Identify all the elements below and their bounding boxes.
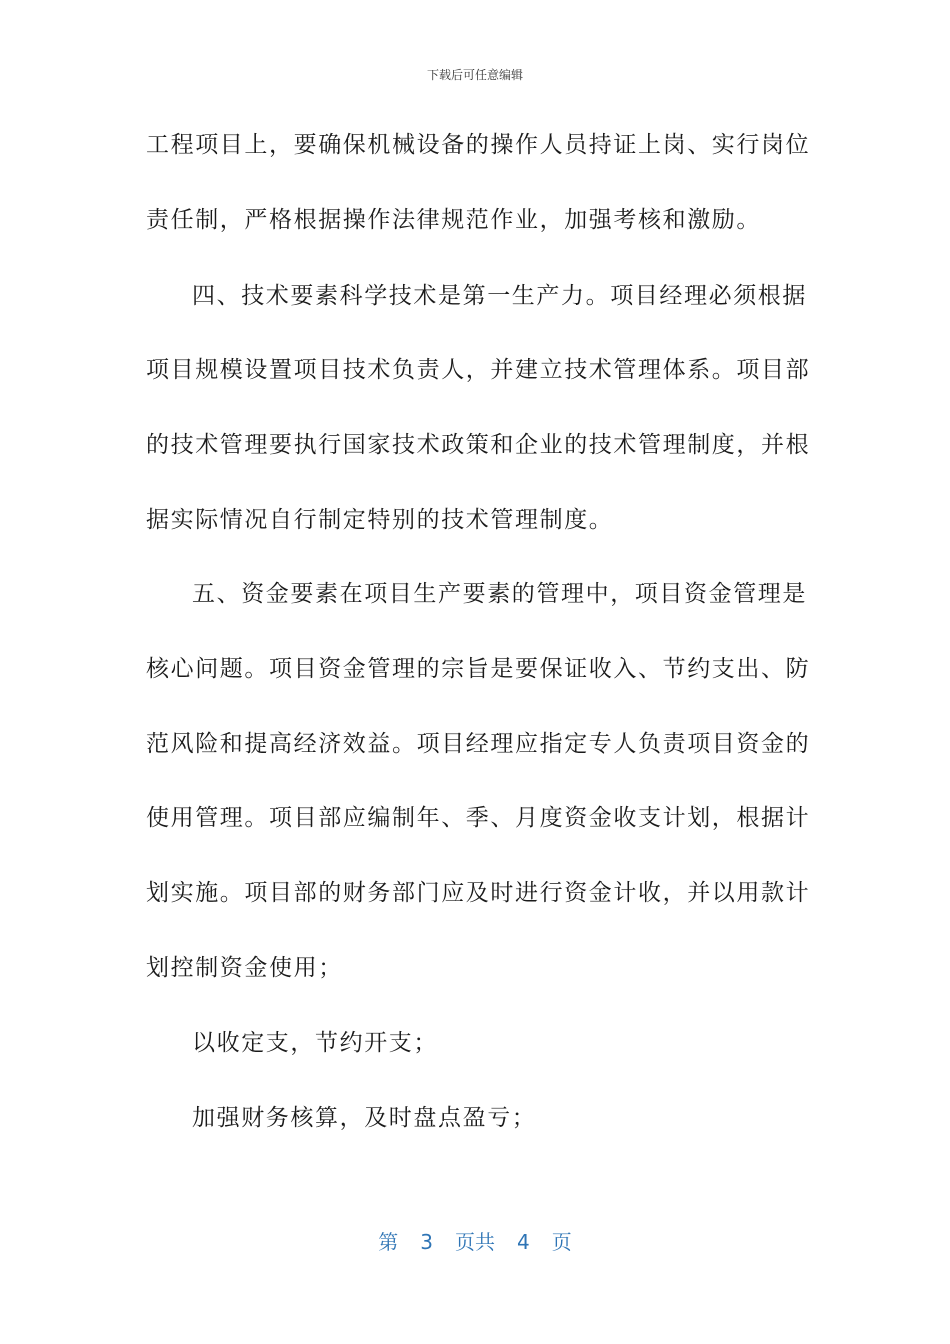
body-line: 工程项目上，要确保机械设备的操作人员持证上岗、实行岗位 <box>146 132 811 158</box>
page-footer <box>0 1226 950 1255</box>
footer-total-pages: 4 <box>517 1230 530 1254</box>
body-line: 的技术管理要执行国家技术政策和企业的技术管理制度，并根 <box>146 432 811 458</box>
footer-prefix: 第 <box>378 1230 399 1254</box>
body-line: 划实施。项目部的财务部门应及时进行资金计收，并以用款计 <box>146 880 811 906</box>
footer-current-page: 3 <box>420 1230 433 1254</box>
body-line: 划控制资金使用； <box>146 955 343 981</box>
body-line: 责任制，严格根据操作法律规范作业，加强考核和激励。 <box>146 207 761 233</box>
body-line: 加强财务核算，及时盘点盈亏； <box>192 1105 537 1131</box>
footer-middle: 页共 <box>455 1230 495 1254</box>
body-line: 四、技术要素科学技术是第一生产力。项目经理必须根据 <box>192 283 807 309</box>
page-header: 下载后可任意编辑 <box>426 68 523 82</box>
body-line: 项目规模设置项目技术负责人，并建立技术管理体系。项目部 <box>146 357 811 383</box>
body-line: 据实际情况自行制定特别的技术管理制度。 <box>146 507 614 533</box>
body-line: 核心问题。项目资金管理的宗旨是要保证收入、节约支出、防 <box>146 656 811 682</box>
footer-suffix: 页 <box>551 1230 572 1254</box>
body-line: 以收定支，节约开支； <box>192 1030 438 1056</box>
body-line: 范风险和提高经济效益。项目经理应指定专人负责项目资金的 <box>146 731 811 757</box>
body-line: 五、资金要素在项目生产要素的管理中，项目资金管理是 <box>192 581 807 607</box>
body-line: 使用管理。项目部应编制年、季、月度资金收支计划，根据计 <box>146 805 811 831</box>
